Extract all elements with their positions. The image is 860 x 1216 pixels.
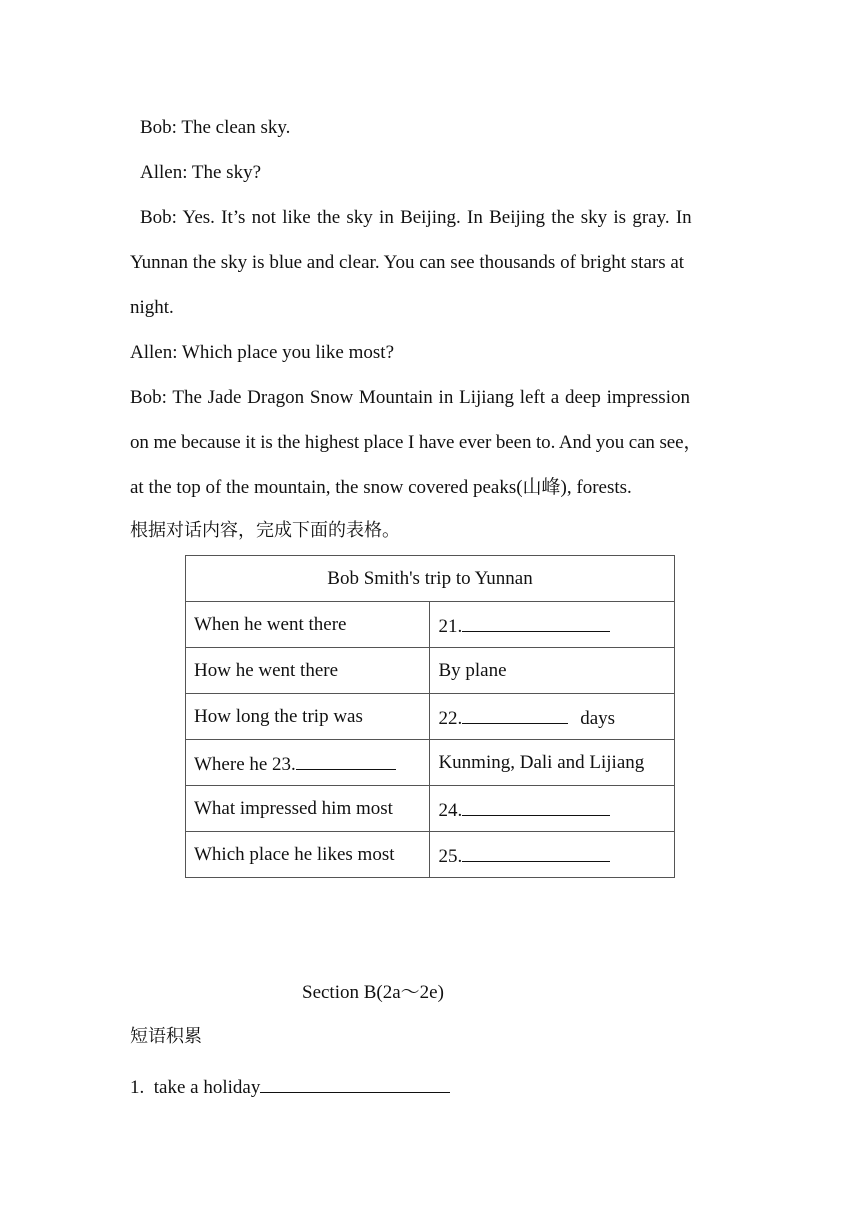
phrase-blank — [260, 1073, 450, 1093]
dialogue-line-9: at the top of the mountain, the snow covered peaks(山峰), forests. — [130, 477, 632, 498]
answer-number: 22. — [438, 707, 463, 729]
table-cell-question: Which place he likes most — [186, 832, 430, 878]
table-cell-answer: Kunming, Dali and Lijiang — [430, 740, 675, 786]
answer-suffix: days — [580, 707, 616, 729]
dialogue-line-1: Bob: The clean sky. — [140, 117, 291, 138]
phrase-text: 1. take a holiday — [130, 1077, 261, 1098]
table-title: Bob Smith's trip to Yunnan — [186, 556, 675, 602]
answer-blank — [462, 612, 610, 632]
table-row — [186, 648, 675, 694]
dialogue-line-5: night. — [130, 297, 174, 318]
section-subtitle: 短语积累 — [130, 1026, 202, 1047]
instruction-text: 根据对话内容，完成下面的表格。 — [130, 520, 400, 541]
section-title: Section B(2a～2e) — [302, 982, 444, 1003]
table-row — [186, 832, 675, 878]
answer-blank — [462, 704, 568, 724]
question-blank — [296, 750, 396, 770]
answer-number: 24. — [438, 799, 463, 821]
dialogue-line-2: Allen: The sky? — [140, 162, 262, 183]
dialogue-line-6: Allen: Which place you like most? — [130, 342, 394, 363]
table-cell-question: When he went there — [186, 602, 430, 648]
table-cell-answer — [430, 832, 675, 878]
table-cell-answer — [430, 694, 675, 740]
dialogue-line-4: Yunnan the sky is blue and clear. You can see thousands of bright stars at — [130, 252, 685, 273]
answer-number: 25. — [438, 845, 463, 867]
table-row — [186, 740, 675, 786]
table-row — [186, 786, 675, 832]
table-cell-question: How long the trip was — [186, 694, 430, 740]
table-cell-question — [186, 740, 430, 786]
table-cell-answer — [430, 786, 675, 832]
table-cell-answer: By plane — [430, 648, 675, 694]
dialogue-line-7: Bob: The Jade Dragon Snow Mountain in Lijiang left a deep impression — [130, 387, 690, 408]
table-cell-answer — [430, 602, 675, 648]
dialogue-line-8: on me because it is the highest place I have ever been to. And you can see， — [130, 432, 703, 453]
table-row — [186, 694, 675, 740]
phrase-item-1 — [130, 1073, 450, 1097]
trip-info-table — [185, 555, 675, 878]
table-cell-question: What impressed him most — [186, 786, 430, 832]
answer-number: 21. — [438, 615, 463, 637]
table-cell-question: How he went there — [186, 648, 430, 694]
table-row — [186, 602, 675, 648]
answer-blank — [462, 842, 610, 862]
question-text: Where he 23. — [194, 753, 296, 775]
answer-blank — [462, 796, 610, 816]
table-header-row — [186, 556, 675, 602]
dialogue-line-3: Bob: Yes. It’s not like the sky in Beijing. In Beijing the sky is gray. In — [140, 207, 692, 228]
